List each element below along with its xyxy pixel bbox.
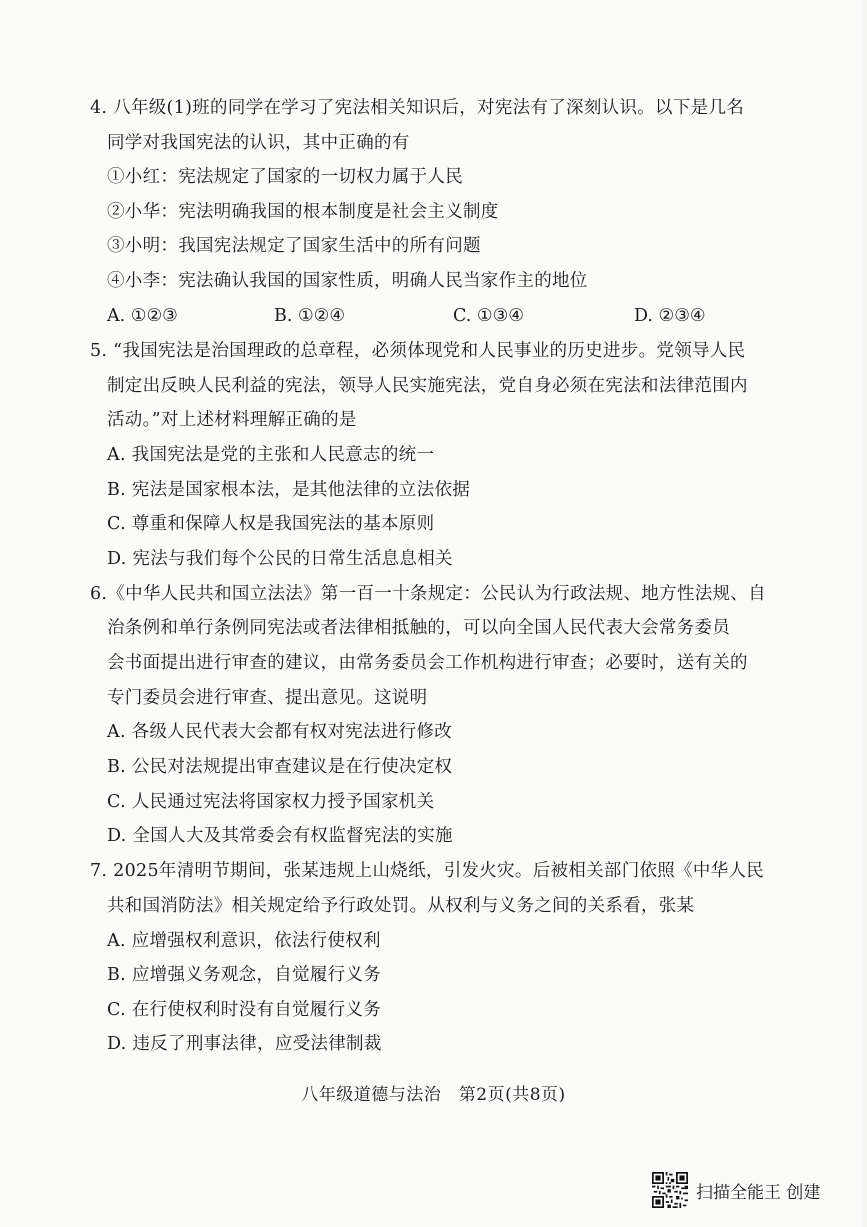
q5-stem-line-3: 活动。”对上述材料理解正确的是 [107, 410, 357, 430]
page-footer: 八年级道德与法治 第2页(共8页) [301, 1085, 566, 1105]
q7-option-a: A. 应增强权利意识，依法行使权利 [107, 931, 381, 951]
q6-option-b: B. 公民对法规提出审查建议是在行使决定权 [107, 757, 453, 777]
q7-option-d: D. 违反了刑事法律，应受法律制裁 [107, 1034, 382, 1054]
q4-option-c: C. ①③④ [453, 306, 524, 326]
q4-options [107, 304, 727, 328]
q6-option-a: A. 各级人民代表大会都有权对宪法进行修改 [107, 722, 453, 742]
q4-statement-4: ④小李：宪法确认我国的国家性质，明确人民当家作主的地位 [107, 271, 588, 291]
q4-stem-line-2: 同学对我国宪法的认识，其中正确的有 [107, 133, 410, 153]
qr-code-icon [652, 1172, 688, 1208]
q5-option-d: D. 宪法与我们每个公民的日常生活息息相关 [107, 549, 453, 569]
q5-stem-line-2: 制定出反映人民利益的宪法，领导人民实施宪法，党自身必须在宪法和法律范围内 [107, 376, 748, 396]
q7-option-c: C. 在行使权利时没有自觉履行义务 [107, 1000, 381, 1020]
q4-option-a: A. ①②③ [107, 306, 178, 326]
q5-stem-line-1: 5. “我国宪法是治国理政的总章程，必须体现党和人民事业的历史进步。党领导人民 [90, 341, 746, 361]
q4-stem-line-1: 4. 八年级(1)班的同学在学习了宪法相关知识后，对宪法有了深刻认识。以下是几名 [90, 98, 745, 118]
q4-statement-3: ③小明：我国宪法规定了国家生活中的所有问题 [107, 236, 481, 256]
q4-option-b: B. ①②④ [274, 306, 346, 326]
q6-stem-line-2: 治条例和单行条例同宪法或者法律相抵触的，可以向全国人民代表大会常务委员 [107, 618, 730, 638]
scan-shadow-edge [861, 0, 867, 1227]
q6-option-c: C. 人民通过宪法将国家权力授予国家机关 [107, 792, 435, 812]
q4-statement-1: ①小红：宪法规定了国家的一切权力属于人民 [107, 167, 463, 187]
q6-stem-line-4: 专门委员会进行审查、提出意见。这说明 [107, 688, 428, 708]
q6-option-d: D. 全国人大及其常委会有权监督宪法的实施 [107, 826, 453, 846]
scanner-watermark [652, 1172, 820, 1208]
q7-stem-line-2: 共和国消防法》相关规定给予行政处罚。从权利与义务之间的关系看，张某 [107, 896, 695, 916]
q5-option-a: A. 我国宪法是党的主张和人民意志的统一 [107, 445, 435, 465]
q4-statement-2: ②小华：宪法明确我国的根本制度是社会主义制度 [107, 202, 499, 222]
q5-option-b: B. 宪法是国家根本法，是其他法律的立法依据 [107, 480, 471, 500]
q7-option-b: B. 应增强义务观念，自觉履行义务 [107, 965, 382, 985]
q4-option-d: D. ②③④ [634, 306, 706, 326]
q5-option-c: C. 尊重和保障人权是我国宪法的基本原则 [107, 514, 435, 534]
q6-stem-line-3: 会书面提出进行审查的建议，由常务委员会工作机构进行审查；必要时，送有关的 [107, 653, 748, 673]
q6-stem-line-1: 6.《中华人民共和国立法法》第一百一十条规定：公民认为行政法规、地方性法规、自 [90, 584, 766, 604]
watermark-text: 扫描全能王 创建 [696, 1182, 821, 1203]
q7-stem-line-1: 7. 2025年清明节期间，张某违规上山烧纸，引发火灾。后被相关部门依照《中华人民 [90, 861, 765, 881]
